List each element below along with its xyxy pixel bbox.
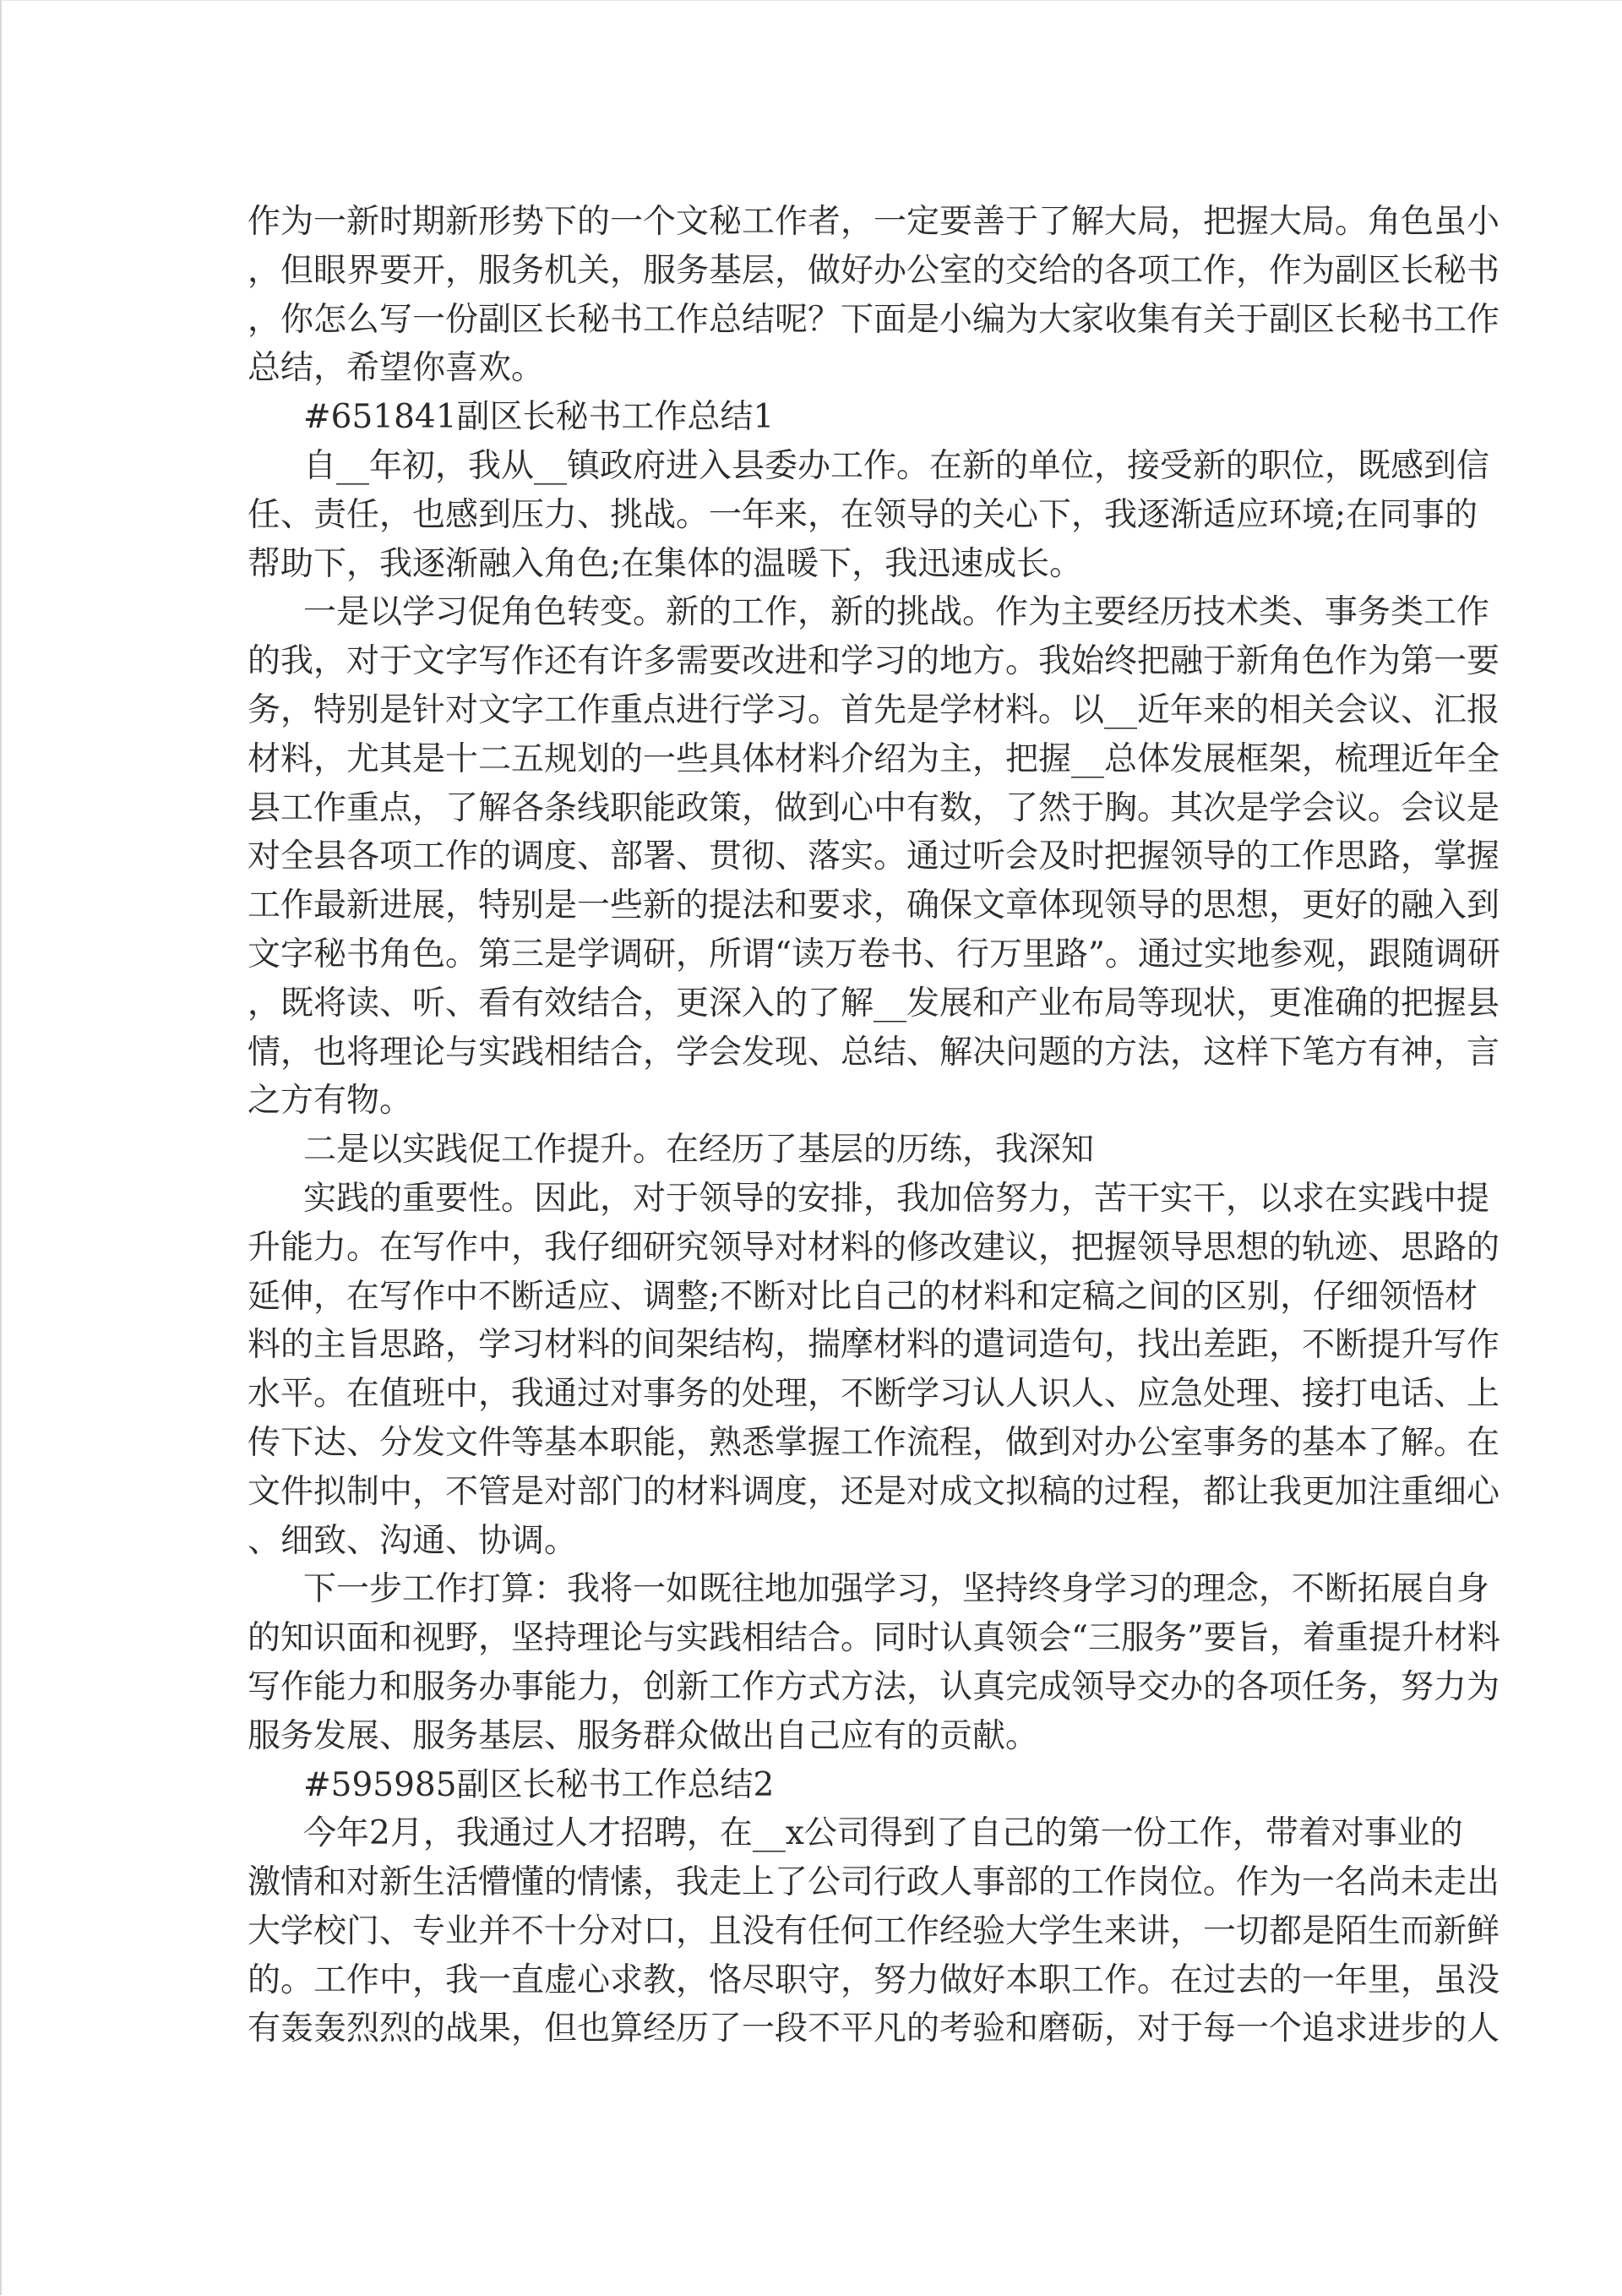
text-line: ，你怎么写一份副区长秘书工作总结呢？下面是小编为大家收集有关于副区长秘书工作	[248, 300, 1500, 339]
text-line: 之方有物。	[248, 1082, 413, 1121]
section-heading: #595985副区长秘书工作总结2	[303, 1765, 775, 1804]
text-line: 、细致、沟通、协调。	[248, 1521, 578, 1560]
text-line: 文字秘书角色。第三是学调研，所谓“读万卷书、行万里路”。通过实地参观，跟随调研	[248, 935, 1500, 973]
text-line: 写作能力和服务办事能力，创新工作方式方法，认真完成领导交办的各项任务，努力为	[248, 1667, 1500, 1706]
text-line: 升能力。在写作中，我仔细研究领导对材料的修改建议，把握领导思想的轨迹、思路的	[248, 1228, 1500, 1267]
text-line: 自__年初，我从__镇政府进入县委办工作。在新的单位，接受新的职位，既感到信	[303, 446, 1490, 485]
text-line: 服务发展、服务基层、服务群众做出自己应有的贡献。	[248, 1716, 1039, 1755]
text-line: 作为一新时期新形势下的一个文秘工作者，一定要善于了解大局，把握大局。角色虽小	[248, 203, 1500, 241]
text-line: 工作最新进展，特别是一些新的提法和要求，确保文章体现领导的思想，更好的融入到	[248, 886, 1500, 925]
text-line: 任、责任，也感到压力、挑战。一年来，在领导的关心下，我逐渐适应环境;在同事的	[248, 495, 1478, 534]
text-line: 水平。在值班中，我通过对事务的处理，不断学习认人识人、应急处理、接打电话、上	[248, 1375, 1500, 1414]
text-line: 对全县各项工作的调度、部署、贯彻、落实。通过听会及时把握领导的工作思路，掌握	[248, 837, 1500, 876]
text-line: 实践的重要性。因此，对于领导的安排，我加倍努力，苦干实干，以求在实践中提	[303, 1179, 1490, 1218]
text-line: ，但眼界要开，服务机关，服务基层，做好办公室的交给的各项工作，作为副区长秘书	[248, 251, 1500, 290]
text-line: 县工作重点，了解各条线职能政策，做到心中有数，了然于胸。其次是学会议。会议是	[248, 788, 1500, 827]
text-line: 有轰轰烈烈的战果，但也算经历了一段不平凡的考验和磨砺，对于每一个追求进步的人	[248, 2010, 1500, 2048]
text-line: 激情和对新生活懵懂的情愫，我走上了公司行政人事部的工作岗位。作为一名尚未走出	[248, 1863, 1500, 1902]
text-line: 文件拟制中，不管是对部门的材料调度，还是对成文拟稿的过程，都让我更加注重细心	[248, 1472, 1500, 1511]
text-line: 的知识面和视野，坚持理论与实践相结合。同时认真领会“三服务”要旨，着重提升材料	[248, 1619, 1500, 1658]
text-line: 延伸，在写作中不断适应、调整;不断对比自己的材料和定稿之间的区别，仔细领悟材	[248, 1277, 1478, 1316]
text-line: ，既将读、听、看有效结合，更深入的了解__发展和产业布局等现状，更准确的把握县	[248, 984, 1500, 1023]
text-line: 大学校门、专业并不十分对口，且没有任何工作经验大学生来讲，一切都是陌生而新鲜	[248, 1912, 1500, 1950]
text-line: 帮助下，我逐渐融入角色;在集体的温暖下，我迅速成长。	[248, 544, 1083, 583]
text-line: 材料，尤其是十二五规划的一些具体材料介绍为主，把握__总体发展框架，梳理近年全	[248, 739, 1500, 778]
text-line: 务，特别是针对文字工作重点进行学习。首先是学材料。以__近年来的相关会议、汇报	[248, 690, 1500, 729]
text-line: 情，也将理论与实践相结合，学会发现、总结、解决问题的方法，这样下笔方有神，言	[248, 1033, 1500, 1072]
text-line: 的我，对于文字写作还有许多需要改进和学习的地方。我始终把融于新角色作为第一要	[248, 642, 1500, 681]
text-line: 二是以实践促工作提升。在经历了基层的历练，我深知	[303, 1131, 1095, 1170]
text-line: 料的主旨思路，学习材料的间架结构，揣摩材料的遣词造句，找出差距，不断提升写作	[248, 1326, 1500, 1365]
text-line: 今年2月，我通过人才招聘，在__x公司得到了自己的第一份工作，带着对事业的	[303, 1814, 1463, 1853]
text-line: 传下达、分发文件等基本职能，熟悉掌握工作流程，做到对办公室事务的基本了解。在	[248, 1423, 1500, 1462]
text-line: 的。工作中，我一直虚心求教，恪尽职守，努力做好本职工作。在过去的一年里，虽没	[248, 1961, 1500, 1999]
document-body	[248, 198, 1500, 2053]
text-line: 一是以学习促角色转变。新的工作，新的挑战。作为主要经历技术类、事务类工作	[303, 593, 1490, 632]
text-line: 下一步工作打算：我将一如既往地加强学习，坚持终身学习的理念，不断拓展自身	[303, 1570, 1490, 1609]
section-heading: #651841副区长秘书工作总结1	[303, 398, 775, 437]
text-line: 总结，希望你喜欢。	[248, 349, 545, 388]
